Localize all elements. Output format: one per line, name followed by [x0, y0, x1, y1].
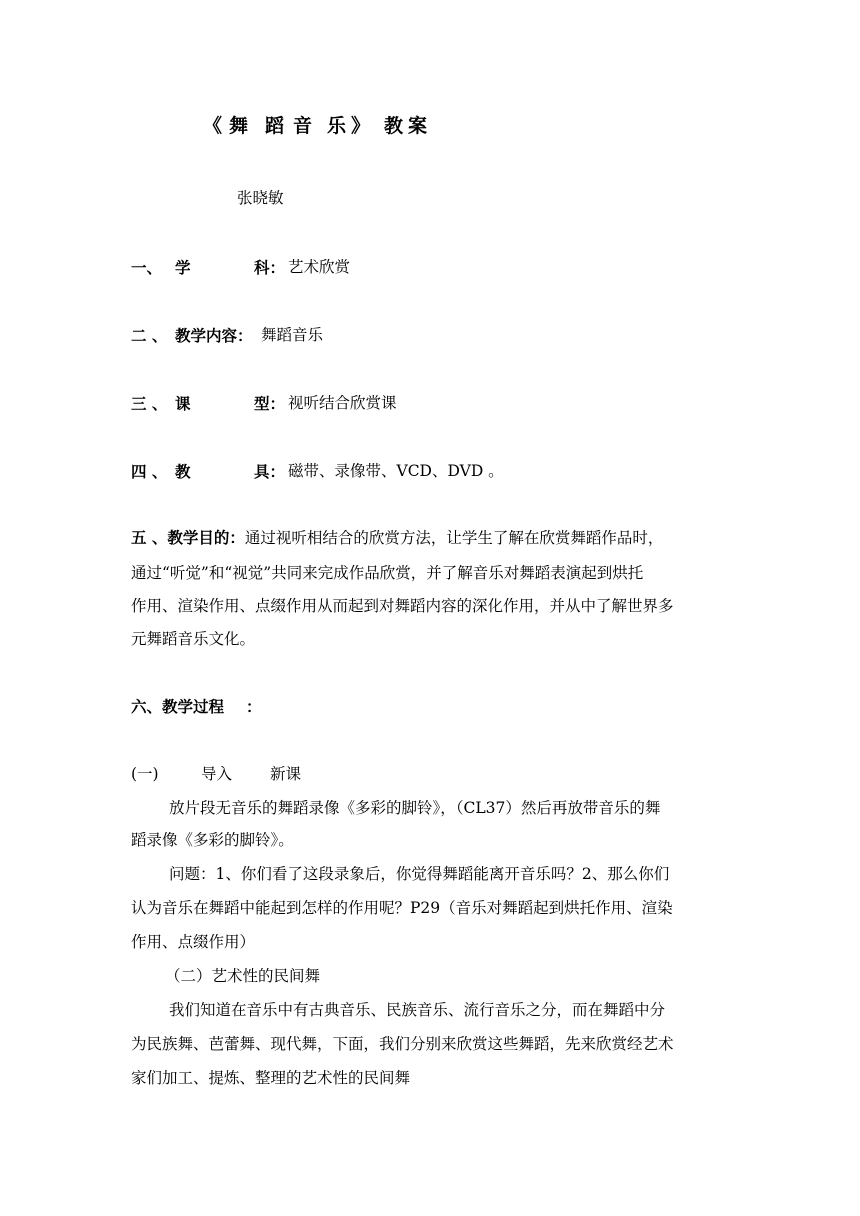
section-word-2: 新课: [270, 765, 302, 783]
title-char: 教: [384, 115, 404, 137]
goal-text: 通过视听相结合的欣赏方法，让学生了解在欣赏舞蹈作品时，: [244, 529, 664, 547]
row-value: 磁带、录像带、VCD、DVD 。: [288, 462, 504, 480]
paragraph-3-line-2: 为民族舞、芭蕾舞、现代舞，下面，我们分别来欣赏这些舞蹈，先来欣赏经艺术: [131, 1035, 674, 1053]
row-key-part1: 学: [175, 258, 191, 277]
row-key-part1: 课: [175, 394, 191, 413]
row-number: 四 、: [131, 462, 168, 481]
section-number: (一): [131, 765, 159, 783]
section-word-1: 导入: [201, 765, 233, 783]
row-number: 一、: [131, 258, 163, 277]
paragraph-1-line-2: 蹈录像《多彩的脚铃》。: [131, 831, 294, 849]
process-colon: ：: [246, 697, 262, 716]
row-key-part2: 型：: [254, 394, 286, 413]
title-char: 乐: [327, 115, 347, 137]
title-char: 蹈: [265, 115, 285, 137]
row-value: 艺术欣赏: [288, 258, 351, 276]
title-char: 舞: [229, 115, 249, 137]
goal-line-1: [131, 530, 663, 547]
goal-line-4: 元舞蹈音乐文化。: [131, 630, 256, 648]
row-value: 视听结合欣赏课: [288, 394, 397, 412]
title-char: 音: [293, 115, 313, 137]
row-number: 三 、: [131, 394, 168, 413]
section-1-heading: [131, 767, 431, 787]
paragraph-1-line-1: 放片段无音乐的舞蹈录像《多彩的脚铃》，（CL37）然后再放带音乐的舞: [169, 799, 661, 817]
title-char: 案: [408, 115, 428, 137]
author-name: 张晓敏: [237, 189, 284, 207]
paragraph-2-line-2: 认为音乐在舞蹈中能起到怎样的作用呢？P29（音乐对舞蹈起到烘托作用、渲染: [131, 899, 673, 917]
paragraph-2-line-1: 问题：1、你们看了这段录象后，你觉得舞蹈能离开音乐吗？2、那么你们: [169, 865, 670, 883]
row-number: 二 、: [131, 326, 168, 345]
title-char: 《: [203, 115, 223, 137]
title-char: 》: [351, 115, 371, 137]
process-label: 六、教学过程: [131, 697, 225, 716]
paragraph-3-line-3: 家们加工、提炼、整理的艺术性的民间舞: [131, 1069, 411, 1087]
section-2-heading: （二）艺术性的民间舞: [165, 967, 321, 985]
goal-label: 五 、教学目的：: [131, 528, 245, 547]
paragraph-3-line-1: 我们知道在音乐中有古典音乐、民族音乐、流行音乐之分，而在舞蹈中分: [169, 1001, 666, 1019]
row-key-part2: 具：: [254, 462, 286, 481]
process-heading: [131, 699, 262, 715]
goal-line-3: 作用、渲染作用、点缀作用从而起到对舞蹈内容的深化作用，并从中了解世界多: [131, 597, 674, 615]
row-key-part1: 教: [175, 462, 191, 481]
row-key-part2: 科：: [254, 258, 286, 277]
paragraph-2-line-3: 作用、点缀作用）: [131, 933, 256, 951]
goal-line-2: 通过“听觉”和“视觉”共同来完成作品欣赏，并了解音乐对舞蹈表演起到烘托: [131, 564, 644, 582]
row-key: 教学内容：: [175, 326, 253, 345]
row-value: 舞蹈音乐: [261, 326, 324, 344]
